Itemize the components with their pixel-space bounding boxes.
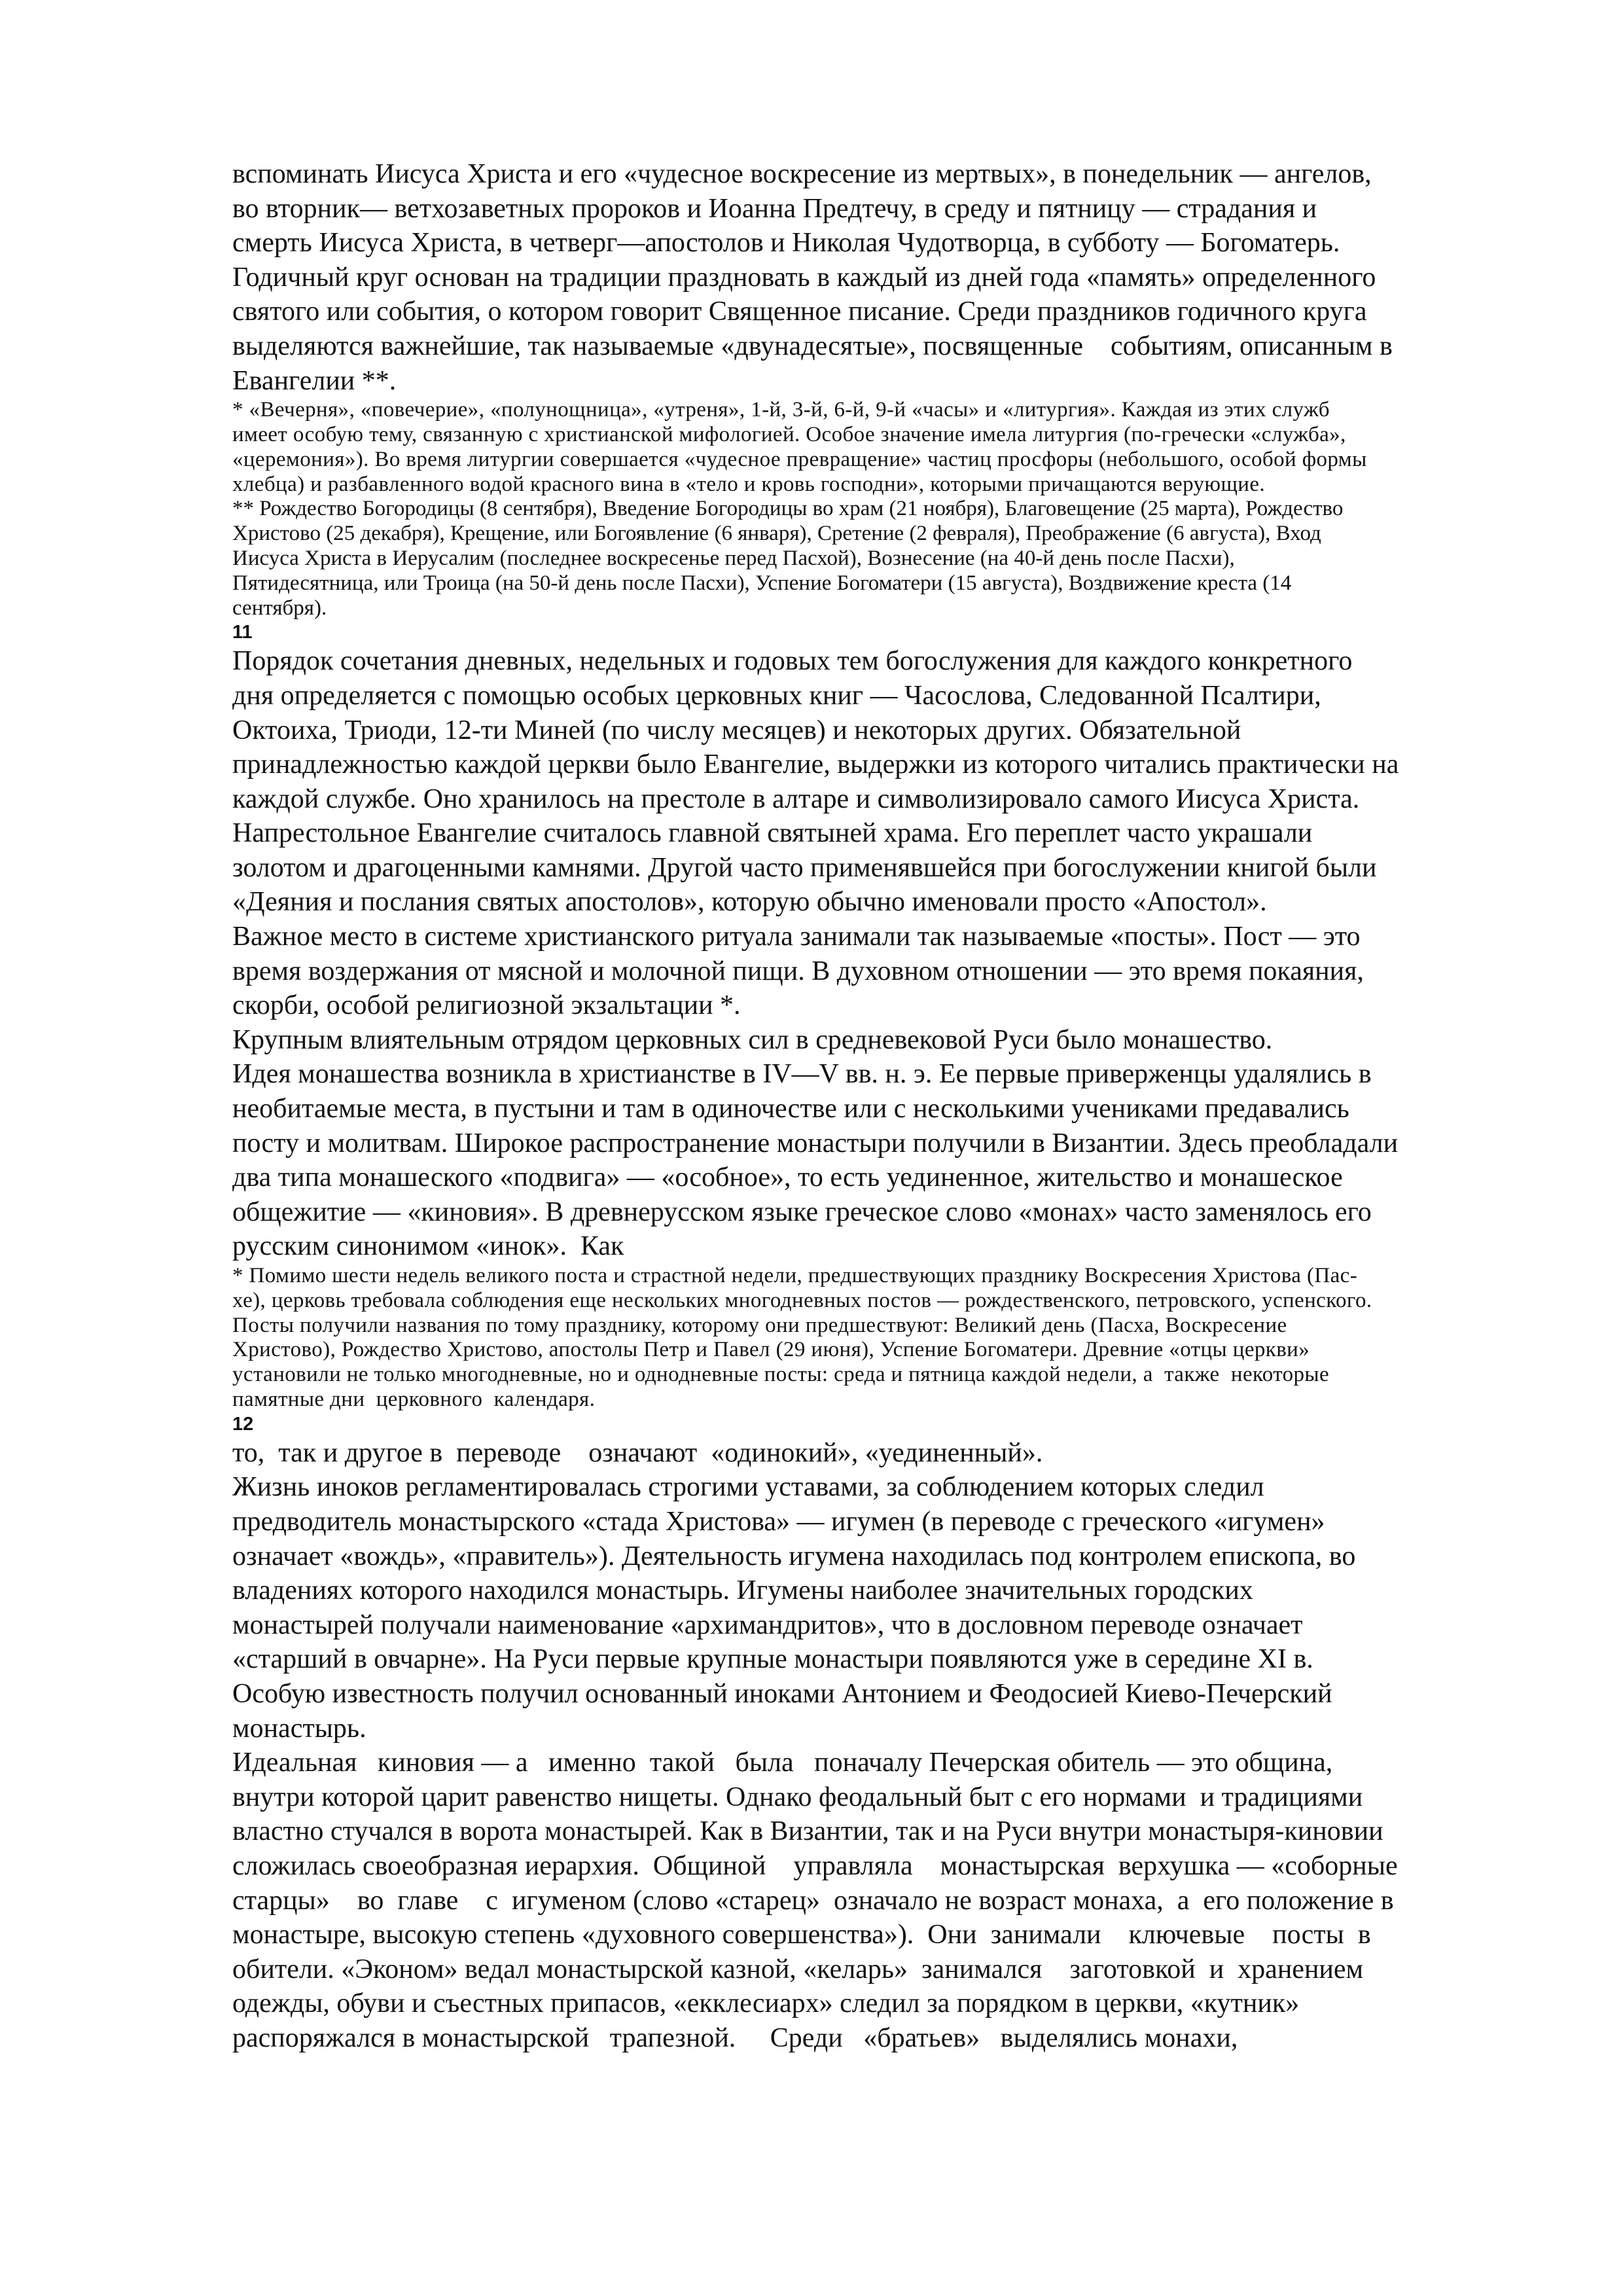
footnote-twelve-feasts: ** Рождество Богородицы (8 сентября), Введение Богородицы во храм (21 ноября), Благовещение (25 марта), Рождество Христово (25 декабря), Крещение, или Богоявление (6 января), Сретение (2 февраля), Преображение (6 августа), Вход Иисуса Христа в Иерусалим (последнее воскресенье перед Пасхой), Вознесение (на 40-й день после Пасхи), Пятидесятница, или Троица (на 50-й день после Пасхи), Успение Богоматери (15 августа), Воздвижение креста (14 сентября). [232, 497, 1344, 620]
paragraph-block-2: Порядок сочетания дневных, недельных и годовых тем богослужения для каждого конкретного дня определяется с помощью особых церковных книг — Часослова, Следованной Псалтири, Октоиха, Триоди, 12-ти Миней (по числу месяцев) и некоторых других. Обязательной принадлежностью каждой церкви было Евангелие, выдержки из которого читались практически на каждой службе. Оно хранилось на престоле в алтаре и символизировало самого Иисуса Христа. Напрестольное Евангелие считалось главной святыней храма. Его переплет часто украшали золотом и драгоценными камнями. Другой часто применявшейся при богослужении книгой были «Деяния и послания святых апостолов», которую обычно именовали просто «Апостол». Важное место в системе христианского ритуала занимали так называемые «посты». Пост — это время воздержания от мясной и молочной пищи. В духовном отношении — это время покаяния, скорби, особой религиозной экзальтации *. Крупным влиятельным отрядом церковных сил в средневековой Руси было монашество. Идея монашества возникла в христианстве в IV—V вв. н. э. Ее первые приверженцы удалялись в необитаемые места, в пустыни и там в одиночестве или с несколькими учениками предавались посту и молитвам. Широкое распространение монастыри получили в Византии. Здесь преобладали два типа монашеского «подвига» — «особное», то есть уединенное, жительство и монашеское общежитие — «киновия». В древнерусском языке греческое слово «монах» часто заменялось его русским синонимом «инок». Как [232, 646, 1399, 1262]
footnote-fasts: * Помимо шести недель великого поста и страстной недели, предшествующих празднику Воскресения Христова (Пас- хе), церковь требовала соблюдения еще нескольких многодневных постов — рождественского, петровского, успенского. Посты получили названия по тому празднику, которому они предшествуют: Великий день (Пасха, Воскресение Христово), Рождество Христово, апостолы Петр и Павел (29 июня), Успение Богоматери. Древние «отцы церкви» установили не только многодневные, но и однодневные посты: среда и пятница каждой недели, а также некоторые памятные дни церковного календаря. [232, 1264, 1372, 1411]
paragraph-block-1: вспоминать Иисуса Христа и его «чудесное воскресение из мертвых», в понедельник — ангелов, во вторник— ветхозаветных пророков и Иоанна Предтечу, в среду и пятницу — страдания и смерть Иисуса Христа, в четверг—апостолов и Николая Чудотворца, в субботу — Богоматерь. Годичный круг основан на традиции праздновать в каждый из дней года «память» определенного святого или события, о котором говорит Священное писание. Среди праздников годичного круга выделяются важнейшие, так называемые «двунадесятые», посвященные событиям, описанным в Евангелии **. [232, 159, 1393, 396]
page-number-11: 11 [232, 622, 253, 643]
paragraph-block-3: то, так и другое в переводе означают «одинокий», «уединенный». Жизнь иноков регламентировалась строгими уставами, за соблюдением которых следил предводитель монастырского «стада Христова» — игумен (в переводе с греческого «игумен» означает «вождь», «правитель»). Деятельность игумена находилась под контролем епископа, во владениях которого находился монастырь. Игумены наиболее значительных городских монастырей получали наименование «архимандритов», что в дословном переводе означает «старший в овчарне». На Руси первые крупные монастыри появляются уже в середине XI в. Особую известность получил основанный иноками Антонием и Феодосией Киево-Печерский монастырь. Идеальная киновия — а именно такой была поначалу Печерская обитель — это община, внутри которой царит равенство нищеты. Однако феодальный быт с его нормами и традициями властно стучался в ворота монастырей. Как в Византии, так и на Руси внутри монастыря-киновии сложилась своеобразная иерархия. Общиной управляла монастырская верхушка — «соборные старцы» во главе с игуменом (слово «старец» означало не возраст монаха, а его положение в монастыре, высокую степень «духовного совершенства»). Они занимали ключевые посты в обители. «Эконом» ведал монастырской казной, «келарь» занимался заготовкой и хранением одежды, обуви и съестных припасов, «екклесиарх» следил за порядком в церкви, «кутник» распоряжался в монастырской трапезной. Среди «братьев» выделялись монахи, [232, 1437, 1398, 2053]
document-page [232, 157, 1515, 2055]
page-number-12: 12 [232, 1413, 254, 1435]
footnote-services: * «Вечерня», «повечерие», «полунощница», «утреня», 1-й, 3-й, 6-й, 9-й «часы» и «литургия». Каждая из этих служб имеет особую тему, связанную с христианской мифологией. Особое значение имела литургия (по-гречески «служба», «церемония»). Во время литургии совершается «чудесное превращение» частиц просфоры (небольшого, особой формы хлебца) и разбавленного водой красного вина в «тело и кровь господни», которыми причащаются верующие. [232, 398, 1367, 496]
